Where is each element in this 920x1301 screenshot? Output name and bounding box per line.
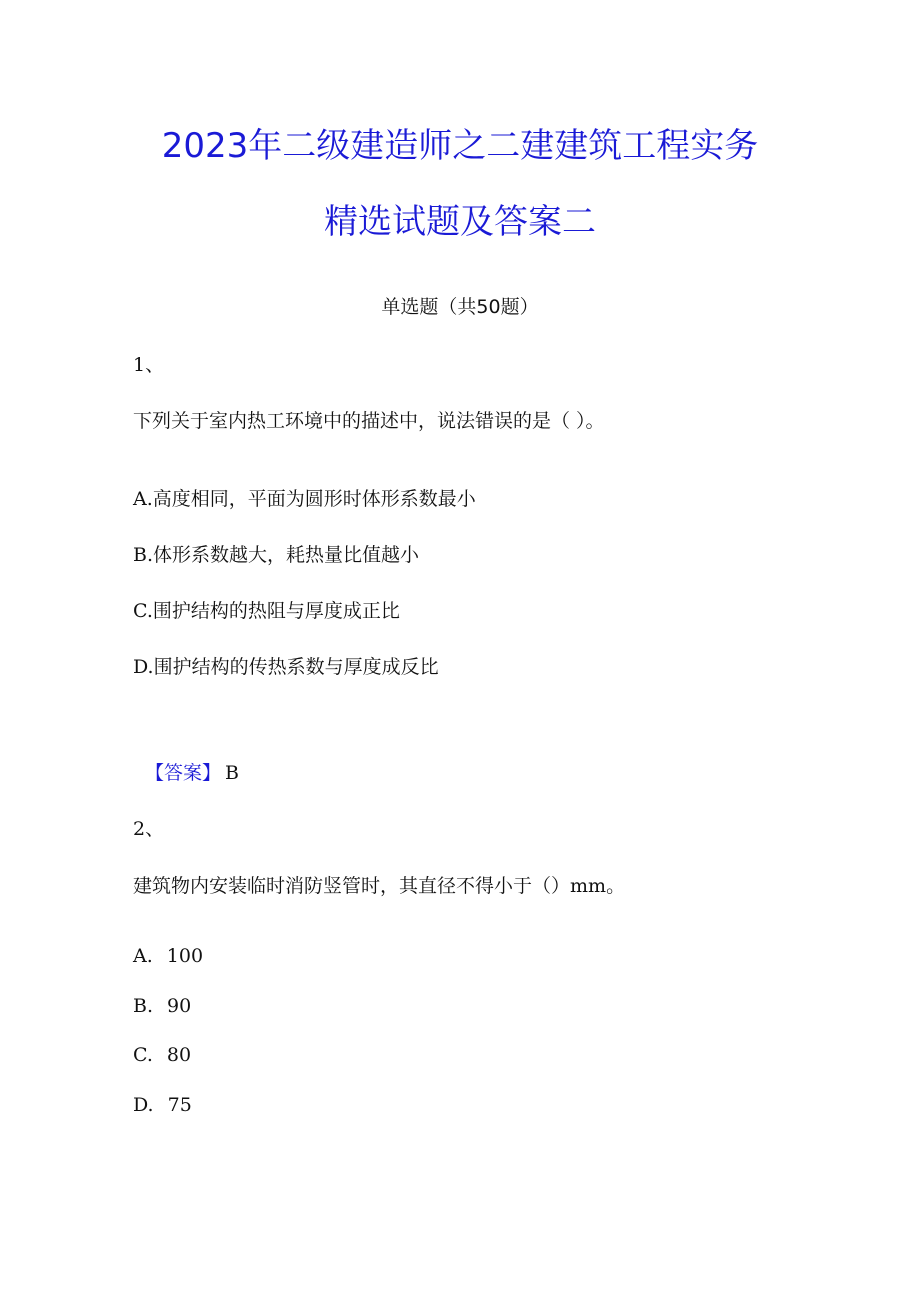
answer-line — [145, 758, 239, 785]
option-text: 90 — [167, 995, 192, 1017]
option-text: 高度相同，平面为圆形时体形系数最小 — [152, 488, 476, 510]
option-text: 围护结构的热阻与厚度成正比 — [152, 600, 400, 622]
option-text: 100 — [166, 945, 204, 967]
option-text: 75 — [167, 1094, 192, 1116]
question-number: 1、 — [133, 354, 165, 376]
option-c — [133, 596, 400, 623]
question-number: 2、 — [133, 818, 165, 840]
option-text: 围护结构的传热系数与厚度成反比 — [153, 656, 439, 678]
option-letter: C. — [133, 600, 153, 622]
option-letter: D. — [133, 1094, 154, 1116]
option-d — [133, 652, 439, 679]
question-text: 下列关于室内热工环境中的描述中，说法错误的是（ ）。 — [133, 410, 605, 432]
question-text — [133, 871, 625, 898]
option-b — [133, 995, 191, 1017]
option-letter: C. — [133, 1044, 153, 1066]
document-title-line-1: 2023年二级建造师之二建建筑工程实务 — [161, 126, 759, 166]
option-text: 体形系数越大，耗热量比值越小 — [153, 544, 420, 566]
option-letter: B. — [133, 995, 154, 1017]
option-d — [133, 1094, 192, 1116]
option-letter: D. — [133, 656, 154, 678]
option-b — [133, 540, 419, 567]
option-c — [133, 1044, 191, 1066]
option-text: 80 — [166, 1044, 192, 1066]
option-a — [133, 945, 203, 967]
option-letter: A. — [133, 488, 153, 510]
question-text-main: 建筑物内安装临时消防竖管时，其直径不得小于（） — [133, 875, 571, 897]
option-letter: A. — [133, 945, 153, 967]
answer-label: 【答案】 — [145, 762, 222, 784]
option-letter: B. — [133, 544, 154, 566]
answer-value: B — [225, 762, 239, 784]
question-text-end: 。 — [606, 875, 626, 897]
question-unit: mm — [570, 875, 607, 897]
document-title-line-2: 精选试题及答案二 — [324, 202, 596, 242]
option-a — [133, 484, 476, 511]
section-heading: 单选题（共50题） — [381, 296, 539, 318]
